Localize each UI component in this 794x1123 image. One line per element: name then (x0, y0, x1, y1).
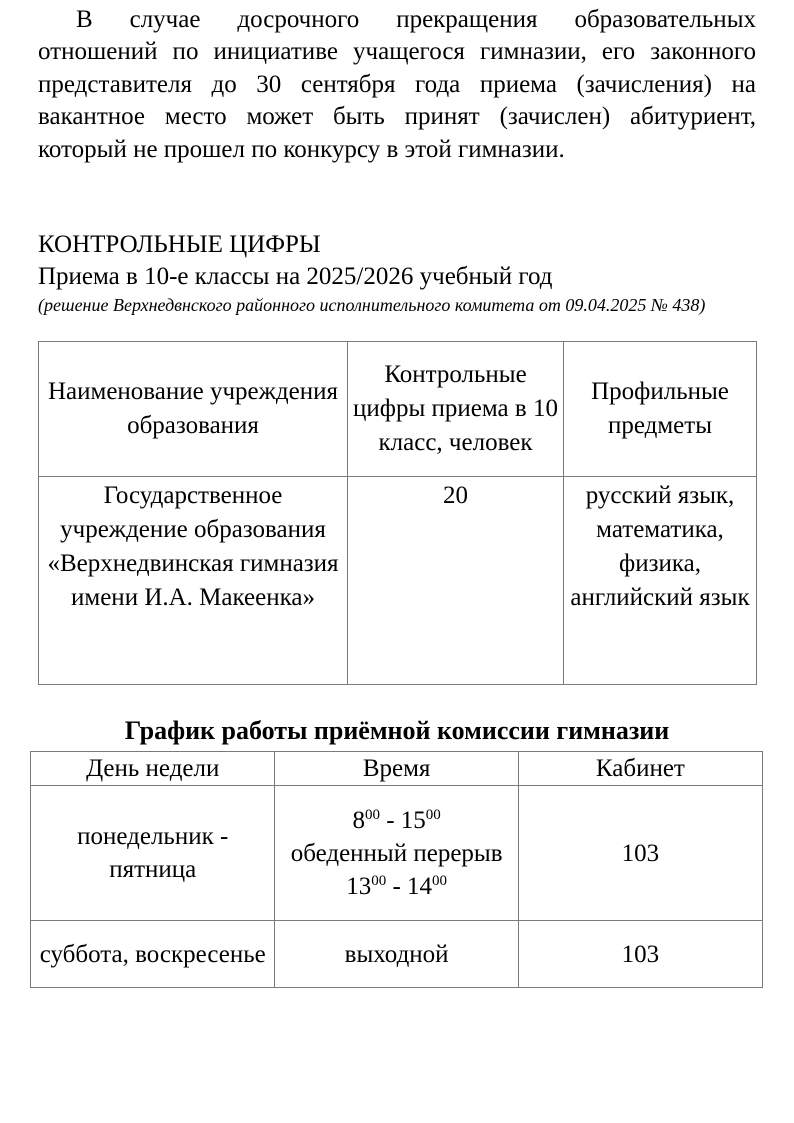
quota-value: 20 (348, 477, 564, 685)
profile-subjects: русский язык, математика, физика, английский язык (564, 477, 757, 685)
table-header-row (39, 342, 757, 477)
lunch-break-label: обеденный перерыв (290, 839, 503, 867)
schedule-table (30, 751, 763, 988)
day-off: выходной (275, 921, 518, 988)
header-quota: Контрольные цифры приема в 10 класс, человек (348, 342, 564, 477)
weekend-days: суббота, воскресенье (31, 921, 275, 988)
institution-name: Государственное учреждение образования «Верхнедвинская гимназия имени И.А. Макеенка» (39, 477, 348, 685)
room-number: 103 (518, 786, 762, 921)
decision-note: (решение Верхнедвнского районного исполнительного комитета от 09.04.2025 № 438) (38, 295, 706, 315)
header-room: Кабинет (518, 752, 762, 786)
header-time: Время (275, 752, 518, 786)
section-heading: КОНТРОЛЬНЫЕ ЦИФРЫ (38, 231, 321, 258)
section-subheading: Приема в 10-е классы на 2025/2026 учебный год (38, 263, 553, 290)
header-subjects: Профильные предметы (564, 342, 757, 477)
table-row (31, 786, 763, 921)
room-number: 103 (518, 921, 762, 988)
work-time: $8^{00} - 15^{00}$ (352, 806, 441, 834)
header-day: День недели (31, 752, 275, 786)
table-header-row (31, 752, 763, 786)
body-paragraph: В случае досрочного прекращения образовательных отношений по инициативе учащегося гимназии, его законного представителя до 30 сентября года приема (зачисления) на вакантное место может быть принят (зачислен) абитуриент, который не прошел по конкурсу в этой гимназии. (38, 6, 756, 163)
schedule-title: График работы приёмной комиссии гимназии (124, 716, 670, 745)
table-row (31, 921, 763, 988)
header-institution: Наименование учреждения образования (39, 342, 348, 477)
lunch-break-time: $13^{00} - 14^{00}$ (346, 872, 448, 900)
table-row (39, 477, 757, 685)
admission-quota-table (38, 341, 757, 685)
working-hours (275, 786, 518, 921)
weekday-range: понедельник - пятница (31, 786, 275, 921)
